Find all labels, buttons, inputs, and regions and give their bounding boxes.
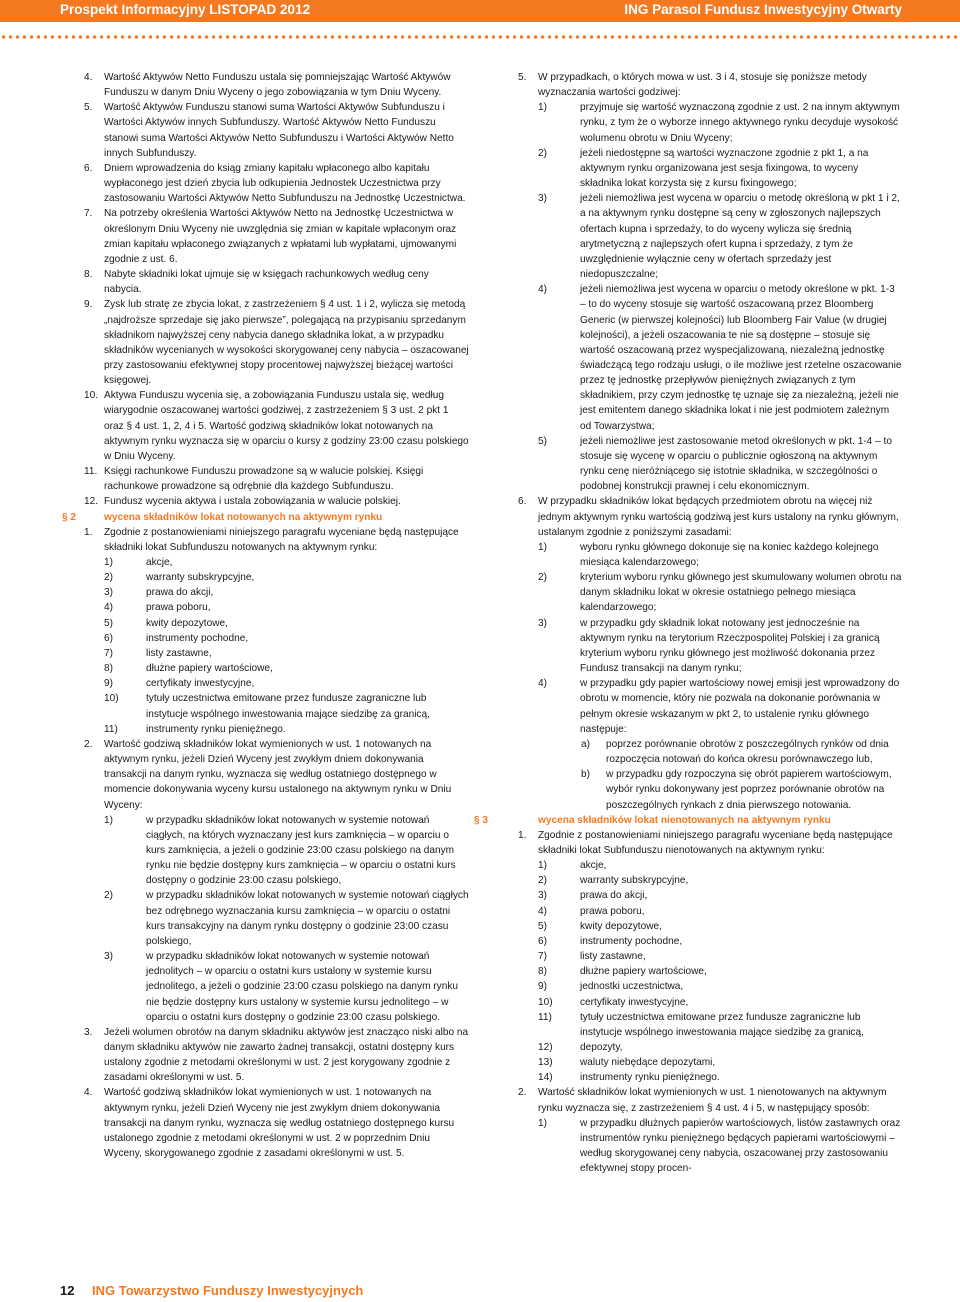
item-number: 13) <box>538 1057 553 1069</box>
list-item <box>84 646 469 661</box>
item-text: Wartość składników lokat wymienionych w ust. 1 nienotowanych na aktywnym rynku wyznacza się, z zastrzeżeniem § 4 ust. 4 i 5, w następujący sposób: <box>538 1087 887 1114</box>
item-text: w przypadku gdy rozpoczyna się obrót papierem wartościowym, wybór rynku dokonywany jest poprzez porównanie obrotów na poszczególnych rynkach z dnia pierwszego notowania. <box>606 769 892 811</box>
list-item <box>518 919 903 934</box>
section-3-heading <box>474 813 903 828</box>
item-text: instrumenty pochodne, <box>580 935 683 947</box>
item-number: 1) <box>538 860 547 872</box>
footer-company: ING Towarzystwo Funduszy Inwestycyjnych <box>92 1283 364 1298</box>
item-text: jeżeli niemożliwe jest zastosowanie metod określonych w pkt. 1-4 – to stosuje się wycenę w oparciu o publicznie ogłoszoną na aktywnym rynku cenę nieróżniącego się istotnie składnika, w szczególności o podobnej konstrukcji prawnej i celu ekonomicznym. <box>580 435 892 493</box>
item-number: b) <box>581 769 590 781</box>
item-number: 11. <box>84 466 98 478</box>
item-number: 7) <box>538 951 547 963</box>
header-bar <box>0 0 960 22</box>
paragraph <box>518 494 903 539</box>
item-text: W przypadku składników lokat będących przedmiotem obrotu na więcej niż jednym aktywnym rynku wartością godziwą jest kurs ustalony na rynku głównym, ustalanym zgodnie z poniższymi zasadami: <box>538 496 899 538</box>
paragraph <box>84 206 469 267</box>
item-text: jednostki uczestnictwa, <box>580 981 684 993</box>
list-item <box>518 934 903 949</box>
item-number: 8) <box>104 663 113 675</box>
item-text: wyboru rynku głównego dokonuje się na koniec każdego kolejnego miesiąca kalendarzowego; <box>580 541 879 568</box>
list-item <box>518 873 903 888</box>
item-text: kwity depozytowe, <box>146 617 228 629</box>
item-text: instrumenty rynku pieniężnego. <box>580 1072 720 1084</box>
item-text: prawa do akcji, <box>146 587 214 599</box>
paragraph <box>518 70 903 100</box>
list-item <box>84 691 469 721</box>
document-title: Prospekt Informacyjny LISTOPAD 2012 <box>60 2 311 17</box>
item-number: 9) <box>538 981 547 993</box>
list-item <box>518 1010 903 1040</box>
item-text: dłużne papiery wartościowe, <box>580 966 707 978</box>
item-number: 6. <box>518 496 527 508</box>
list-item <box>518 858 903 873</box>
fund-name: ING Parasol Fundusz Inwestycyjny Otwarty <box>624 2 902 17</box>
item-text: kryterium wyboru rynku głównego jest skumulowany wolumen obrotu na danym składniku lokat w okresie ostatniego pełnego miesiąca kalendarzowego; <box>580 572 902 614</box>
list-item <box>518 570 903 615</box>
paragraph <box>84 494 469 509</box>
item-number: 5) <box>538 920 547 932</box>
item-text: Zysk lub stratę ze zbycia lokat, z zastrzeżeniem § 4 ust. 1 i 2, wylicza się metodą „najdroższe sprzedaje się jako pierwsze”, polegającą na przypisaniu sprzedanym składnikom najwyższej ceny nabycia danego składnika lokat, a w przypadku składników wycenianych w wysokości skorygowanej ceny nabycia – oszacowanej przy zastosowaniu efektywnej stopy procentowej najwyższej bieżącej wartości księgowej. <box>104 299 469 387</box>
paragraph <box>84 1025 469 1086</box>
item-number: 12. <box>84 496 99 508</box>
item-number: 3) <box>538 890 547 902</box>
paragraph <box>84 297 469 388</box>
list-item <box>518 676 903 737</box>
item-text: Wartość godziwą składników lokat wymienionych w ust. 1 notowanych na aktywnym rynku, jeżeli Dzień Wyceny nie jest zwykłym dniem dokonywania transakcji na danym rynku, wyznacza się według ostatniego dostępnego kursu ustalonego zgodnie z metodami określonymi w ust. 2 w poprzednim Dniu Wyceny, skorygowanego zgodnie z zasadami określonymi w ust. 5. <box>104 1087 455 1160</box>
item-number: 10) <box>538 996 553 1008</box>
item-text: Fundusz wycenia aktywa i ustala zobowiązania w walucie polskiej. <box>104 496 401 508</box>
list-item <box>518 146 903 191</box>
section-3-mark: § 3 <box>474 814 489 826</box>
sub-list-item <box>518 767 903 812</box>
item-number: a) <box>581 738 590 750</box>
left-column <box>62 70 469 1161</box>
item-text: instrumenty rynku pieniężnego. <box>146 723 286 735</box>
item-number: 3) <box>538 193 547 205</box>
list-item <box>518 1070 903 1085</box>
paragraph <box>84 388 469 464</box>
item-text: prawa poboru, <box>580 905 645 917</box>
paragraph <box>518 1085 903 1115</box>
item-number: 3) <box>104 587 113 599</box>
item-text: certyfikaty inwestycyjne, <box>580 996 689 1008</box>
item-text: waluty niebędące depozytami, <box>580 1057 716 1069</box>
paragraph <box>84 737 469 813</box>
dotted-divider <box>0 34 960 40</box>
item-text: akcje, <box>146 557 173 568</box>
item-text: jeżeli niemożliwa jest wycena w oparciu o metodę określoną w pkt 1 i 2, a na aktywnym rynku dostępne są ceny w zgłoszonych najlepszych ofertach kupna i sprzedaży, to do wyceny wylicza się średnią arytmetyczną z najlepszych ofert kupna i sprzedaży, z tym że uwzględnienie wyłącznie ceny w ofertach sprzedaży jest niedopuszczalne; <box>580 193 900 281</box>
paragraph <box>84 161 469 206</box>
item-text: dłużne papiery wartościowe, <box>146 663 273 675</box>
item-text: w przypadku składników lokat notowanych w systemie notowań ciągłych bez odrębnego wyznaczania kursu zamknięcia – w oparciu o ostatni kurs transakcyjny na danym rynku dostępny o godzinie 23:00 czasu polskiego, <box>146 890 469 947</box>
item-number: 2. <box>518 1087 527 1099</box>
item-number: 6. <box>84 162 93 174</box>
list-item <box>84 661 469 676</box>
item-number: 9. <box>84 299 93 311</box>
section-2-heading <box>62 510 469 525</box>
list-item <box>518 616 903 677</box>
item-text: Aktywa Funduszu wycenia się, a zobowiązania Funduszu ustala się, według wiarygodnie oszacowanej wartości godziwej, z zastrzeżeniem § 3 ust. 2 pkt 1 oraz § 4 ust. 1, 2, 4 i 5. Wartość godziwą składników lokat notowanych na aktywnym rynku wyznacza się w oparciu o kursy z godziny 23:00 czasu polskiego w Dniu Wyceny. <box>104 390 469 462</box>
item-text: tytuły uczestnictwa emitowane przez fundusze zagraniczne lub instytucje wspólnego inwestowania mające siedzibę za granicą, <box>580 1011 864 1038</box>
item-text: certyfikaty inwestycyjne, <box>146 678 255 690</box>
item-text: przyjmuje się wartość wyznaczoną zgodnie z ust. 2 na innym aktywnym rynku, z tym że o wyborze innego aktywnego rynku decyduje wysokość wolumenu obrotu w Dniu Wyceny; <box>580 102 900 144</box>
item-text: w przypadku składników lokat notowanych w systemie notowań jednolitych – w oparciu o ostatni kurs ustalony w systemie kursu jednolitego, a jeżeli o godzinie 23:00 czasu polskiego na danym rynku nie będzie dostępny kurs ustalony w systemie kursu jednolitego – w oparciu o ostatni kurs dostępny o godzinie 23:00 czasu polskiego. <box>146 951 458 1023</box>
item-text: w przypadku dłużnych papierów wartościowych, listów zastawnych oraz instrumentów rynku pieniężnego będących papierami wartościowymi – według skorygowanej ceny nabycia, oszacowanej przy zastosowaniu efektywnej stopy procen- <box>580 1117 901 1175</box>
list-item <box>518 540 903 570</box>
item-text: Wartość Aktywów Netto Funduszu ustala się pomniejszając Wartość Aktywów Funduszu w danym Dniu Wyceny o jego zobowiązania w tym Dniu Wyceny. <box>104 72 451 99</box>
item-text: jeżeli niedostępne są wartości wyznaczone zgodnie z pkt 1, a na aktywnym rynku organizowana jest sesja fixingowa, to wyceny składnika lokat korzysta się z kursu fixingowego; <box>580 147 869 190</box>
section-3-body <box>518 828 903 1177</box>
item-number: 4. <box>84 72 93 83</box>
item-number: 10) <box>104 693 119 705</box>
list-item <box>518 282 903 434</box>
item-number: 11) <box>104 723 118 735</box>
section-2-title: wycena składników lokat notowanych na aktywnym rynku <box>104 511 383 523</box>
item-text: tytuły uczestnictwa emitowane przez fundusze zagraniczne lub instytucje wspólnego inwestowania mające siedzibę za granicą, <box>146 693 430 720</box>
item-text: akcje, <box>580 860 607 872</box>
item-number: 1) <box>538 541 547 553</box>
item-number: 8. <box>84 269 93 281</box>
paragraph <box>84 267 469 297</box>
list-item <box>84 676 469 691</box>
item-number: 10. <box>84 390 99 402</box>
item-number: 1) <box>538 102 547 114</box>
left-items-list <box>84 70 469 510</box>
list-item <box>518 964 903 979</box>
item-text: w przypadku składników lokat notowanych w systemie notowań ciągłych, na których wyznaczany jest kurs zamknięcia – w oparciu o kurs zamknięcia, a jeżeli o godzinie 23:00 czasu polskiego na danym rynku nie będzie dostępny kurs zamknięcia – w oparciu o ostatni kurs dostępny o godzinie 23:00 czasu polskiego, <box>146 814 456 887</box>
item-number: 5. <box>84 102 93 114</box>
item-number: 4. <box>84 1087 93 1099</box>
item-number: 4) <box>104 602 113 614</box>
item-number: 6) <box>104 632 113 644</box>
item-text: Jeżeli wolumen obrotów na danym składniku aktywów jest znacząco niski albo na danym składniku aktywów nie zawarto żadnej transakcji, ostatni dostępny kurs ustalony zgodnie z metodami określonymi w ust. 2 jest korygowany zgodnie z zasadami określonymi w ust. 5. <box>104 1026 469 1084</box>
list-item <box>84 631 469 646</box>
list-item <box>84 570 469 585</box>
item-number: 6) <box>538 935 547 947</box>
item-number: 8) <box>538 966 547 978</box>
item-text: prawa do akcji, <box>580 890 648 902</box>
item-text: depozyty, <box>580 1042 623 1053</box>
item-text: Dniem wprowadzenia do ksiąg zmiany kapitału wpłaconego albo kapitału wypłaconego jest dzień zbycia lub odkupienia Jednostek Uczestnictwa przy zastosowaniu Wartości Aktywów Netto Subfunduszu na Jednostkę Uczestnictwa. <box>104 162 466 205</box>
section-3-title: wycena składników lokat nienotowanych na aktywnym rynku <box>538 814 831 826</box>
list-item <box>518 979 903 994</box>
list-item <box>518 100 903 145</box>
page-number: 12 <box>60 1283 75 1298</box>
item-text: Na potrzeby określenia Wartości Aktywów Netto na Jednostkę Uczestnictwa w określonym Dniu Wyceny nie uwzględnia się zmian w kapitale wpłaconym oraz zmian kapitału wpłaconego związanych z wpłatami lub wypłatami, ujmowanymi zgodnie z ust. 6. <box>104 208 457 265</box>
item-text: kwity depozytowe, <box>580 920 662 932</box>
list-item <box>518 1116 903 1177</box>
item-number: 2) <box>538 875 547 887</box>
paragraph <box>518 828 903 858</box>
item-text: Wartość Aktywów Funduszu stanowi suma Wartości Aktywów Subfunduszu i Wartości Aktywów innych Subfunduszy. Wartość Aktywów Netto Funduszu stanowi suma Wartości Aktywów Netto Subfunduszu i Wartości Aktywów Netto innych Subfunduszy. <box>104 102 454 159</box>
item-number: 4) <box>538 905 547 917</box>
list-item <box>84 616 469 631</box>
item-number: 3. <box>84 1026 93 1038</box>
item-number: 7) <box>104 647 113 659</box>
list-item <box>84 722 469 737</box>
item-number: 12) <box>538 1042 553 1053</box>
item-text: warranty subskrypcyjne, <box>580 875 689 887</box>
paragraph <box>84 1085 469 1161</box>
list-item <box>518 995 903 1010</box>
item-number: 3) <box>104 951 113 963</box>
list-item <box>84 813 469 889</box>
item-number: 2) <box>104 572 113 584</box>
item-text: poprzez porównanie obrotów z poszczególnych rynków od dnia rozpoczęcia notowań do końca okresu porównawczego lub, <box>606 738 889 766</box>
item-text: listy zastawne, <box>580 951 646 963</box>
paragraph <box>84 464 469 494</box>
item-text: instrumenty pochodne, <box>146 632 249 644</box>
item-number: 2. <box>84 738 93 750</box>
item-number: 1) <box>104 557 113 568</box>
item-number: 3) <box>538 617 547 629</box>
paragraph <box>84 100 469 161</box>
item-number: 5) <box>538 435 547 447</box>
section-2-mark: § 2 <box>62 511 77 523</box>
item-text: Nabyte składniki lokat ujmuje się w księgach rachunkowych według ceny nabycia. <box>104 269 429 296</box>
item-text: listy zastawne, <box>146 647 212 659</box>
item-number: 7. <box>84 208 93 220</box>
item-text: Zgodnie z postanowieniami niniejszego paragrafu wyceniane będą następujące składniki lokat Subfunduszu notowanych na aktywnym rynku: <box>104 526 459 553</box>
item-text: warranty subskrypcyjne, <box>146 572 255 584</box>
section-2-body <box>84 525 469 1162</box>
item-number: 1) <box>104 814 113 826</box>
item-text: w przypadku gdy papier wartościowy nowej emisji jest wprowadzony do obrotu w momencie, który nie pozwala na dokonanie porównania w pełnym okresie wskazanym w pkt 2, to ustalenie rynku głównego następuje: <box>580 678 900 735</box>
item-number: 2) <box>538 147 547 159</box>
item-number: 1. <box>84 526 93 538</box>
item-number: 1) <box>538 1117 547 1129</box>
item-number: 9) <box>104 678 113 690</box>
paragraph <box>84 525 469 555</box>
paragraph <box>84 70 469 100</box>
list-item <box>518 434 903 495</box>
list-item <box>518 904 903 919</box>
list-item <box>84 585 469 600</box>
list-item <box>84 949 469 1025</box>
item-number: 4) <box>538 678 547 690</box>
item-text: prawa poboru, <box>146 602 211 614</box>
item-number: 1. <box>518 829 527 841</box>
item-number: 4) <box>538 284 547 296</box>
item-text: W przypadkach, o których mowa w ust. 3 i 4, stosuje się poniższe metody wyznaczania wartości godziwej: <box>538 72 867 99</box>
list-item <box>84 600 469 615</box>
list-item <box>84 888 469 949</box>
item-text: Księgi rachunkowe Funduszu prowadzone są w walucie polskiej. Księgi rachunkowe prowadzone są odrębnie dla każdego Subfunduszu. <box>104 466 424 493</box>
list-item <box>84 555 469 570</box>
list-item <box>518 191 903 282</box>
right-column <box>474 70 903 1176</box>
item-number: 2) <box>538 572 547 584</box>
item-number: 11) <box>538 1011 552 1023</box>
item-number: 5. <box>518 72 527 83</box>
item-text: w przypadku gdy składnik lokat notowany jest jednocześnie na aktywnym rynku na terytorium Rzeczpospolitej Polskiej i za granicą kryterium wyboru rynku głównego jest możliwość dokonania przez Fundusz transakcji na danym rynku; <box>580 617 880 675</box>
list-item <box>518 1040 903 1055</box>
sub-list-item <box>518 737 903 767</box>
list-item <box>518 949 903 964</box>
list-item <box>518 888 903 903</box>
item-number: 2) <box>104 890 113 902</box>
item-number: 14) <box>538 1072 553 1084</box>
item-text: jeżeli niemożliwa jest wycena w oparciu o metody określone w pkt. 1-3 – to do wyceny stosuje się wartość oszacowaną przez Bloomberg Generic (w pierwszej kolejności) lub Bloomberg Fair Value (w drugiej kolejności), a jeżeli oszacowania te nie są dostępne – stosuje się wartość oszacowaną przez wyspecjalizowaną, niezależną jednostkę świadczącą tego rodzaju usługi, o ile możliwe jest rzetelne oszacowanie przez tę jednostkę przepływów pieniężnych związanych z tym składnikiem, przy czym jednostkę tę uznaje się za niezależną, jeżeli nie jest emitentem danego składnika lokat i nie jest podmiotem zależnym od Towarzystwa; <box>580 284 902 432</box>
right-items-list <box>518 70 903 813</box>
list-item <box>518 1055 903 1070</box>
item-text: Zgodnie z postanowieniami niniejszego paragrafu wyceniane będą następujące składniki lokat Subfunduszu nienotowanych na aktywnym rynku: <box>538 829 893 856</box>
item-text: Wartość godziwą składników lokat wymienionych w ust. 1 notowanych na aktywnym rynku, jeżeli Dzień Wyceny jest zwykłym dniem dokonywania transakcji na danym rynku, wyznacza się według ostatniego dostępnego w momencie dokonywania wyceny kursu ustalonego na aktywnym rynku w Dniu Wyceny: <box>104 738 452 811</box>
item-number: 5) <box>104 617 113 629</box>
